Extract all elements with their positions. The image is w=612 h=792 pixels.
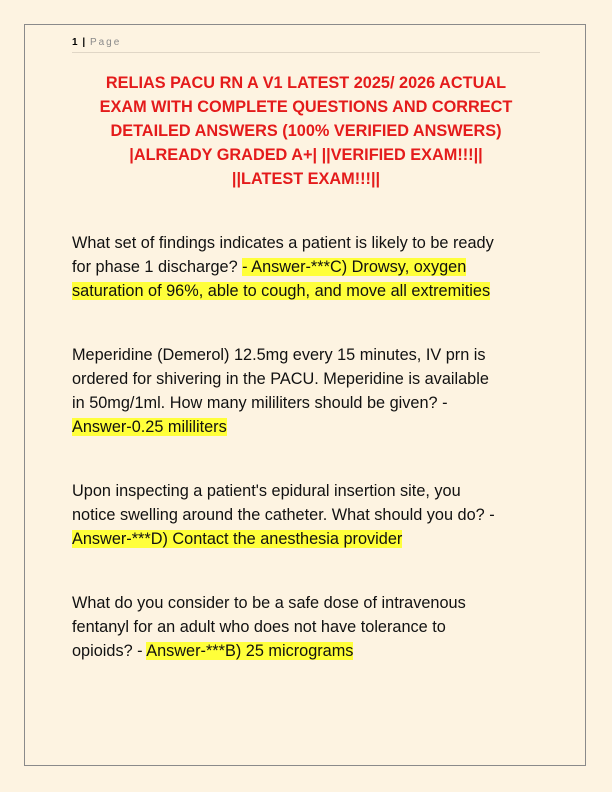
- question-text: fentanyl for an adult who does not have tolerance to: [72, 618, 446, 636]
- page-number: 1: [72, 37, 78, 48]
- answer-highlight: Answer-***D) Contact the anesthesia provider: [72, 530, 403, 548]
- question-line: [72, 255, 552, 279]
- title-line: EXAM WITH COMPLETE QUESTIONS AND CORRECT: [99, 98, 513, 116]
- question-text: for phase 1 discharge?: [72, 258, 243, 276]
- question-text: opioids? -: [72, 642, 147, 660]
- question-block-3: [72, 479, 552, 551]
- header-separator: |: [82, 37, 86, 48]
- question-text: Meperidine (Demerol) 12.5mg every 15 minutes, IV prn is: [72, 346, 486, 364]
- question-line: [72, 279, 552, 303]
- answer-highlight: saturation of 96%, able to cough, and move all extremities: [72, 282, 491, 300]
- answer-highlight: Answer-***B) 25 micrograms: [146, 642, 354, 660]
- page-label: Page: [89, 37, 122, 48]
- question-block-2: [72, 343, 552, 439]
- title-line: |ALREADY GRADED A+| ||VERIFIED EXAM!!!||: [129, 146, 483, 164]
- question-text: What set of findings indicates a patient is likely to be ready: [72, 234, 494, 252]
- title-line: RELIAS PACU RN A V1 LATEST 2025/ 2026 ACTUAL: [105, 74, 507, 92]
- question-line: [72, 415, 552, 439]
- question-line: [72, 527, 552, 551]
- question-text: in 50mg/1ml. How many mililiters should be given? -: [72, 394, 448, 412]
- answer-highlight: Answer-0.25 mililiters: [72, 418, 227, 436]
- answer-highlight: - Answer-***C) Drowsy, oxygen: [242, 258, 467, 276]
- title-line: DETAILED ANSWERS (100% VERIFIED ANSWERS): [110, 122, 502, 140]
- page-header: [72, 36, 540, 53]
- question-text: Upon inspecting a patient's epidural insertion site, you: [72, 482, 461, 500]
- question-text: What do you consider to be a safe dose of intravenous: [72, 594, 466, 612]
- document-title: [72, 71, 540, 191]
- question-text: notice swelling around the catheter. What should you do? -: [72, 506, 495, 524]
- title-line: ||LATEST EXAM!!!||: [231, 170, 381, 188]
- question-block-4: [72, 591, 552, 663]
- question-line: [72, 639, 552, 663]
- question-text: ordered for shivering in the PACU. Meperidine is available: [72, 370, 489, 388]
- question-block-1: [72, 231, 552, 303]
